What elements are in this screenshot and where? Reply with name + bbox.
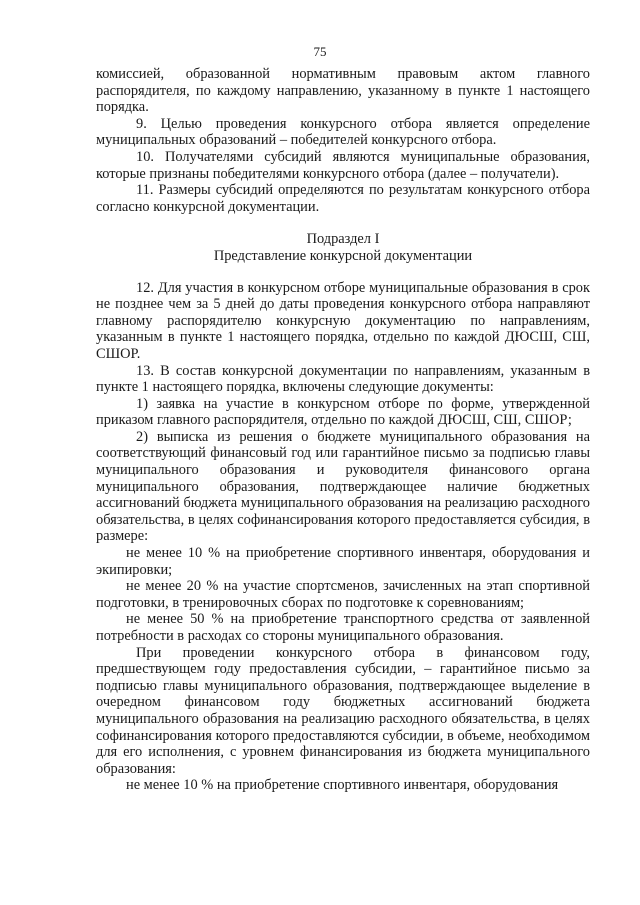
document-body — [96, 66, 590, 794]
paragraph-11: 11. Размеры субсидий определяются по результатам конкурсного отбора согласно конкурсной документации. — [96, 182, 590, 215]
subsection-title: Подраздел I — [306, 231, 380, 248]
paragraph-continuation: комиссией, образованной нормативным правовым актом главного распорядителя, по каждому направлению, указанному в пункте 1 настоящего порядка. — [96, 66, 590, 116]
list-item-2-sub-50: не менее 50 % на приобретение транспортного средства от заявленной потребности в расходах со стороны муниципального образования. — [96, 611, 590, 644]
list-item-last: не менее 10 % на приобретение спортивного инвентаря, оборудования — [126, 777, 559, 794]
paragraph-9: 9. Целью проведения конкурсного отбора является определение муниципальных образований – победителей конкурсного отбора. — [96, 115, 590, 149]
page-number: 75 — [313, 44, 327, 59]
list-item-2-sub-10: не менее 10 % на приобретение спортивного инвентаря, оборудования и экипировки; — [96, 545, 590, 578]
list-item-1: 1) заявка на участие в конкурсном отборе по форме, утвержденной приказом главного распорядителя, отдельно по каждой ДЮСШ, СШ, СШОР; — [96, 395, 590, 429]
paragraph-12: 12. Для участия в конкурсном отборе муниципальные образования в срок не позднее чем за 5 дней до даты проведения конкурсного отбора направляют главному распорядителю конкурсную документацию по направлениям, указанным в пункте 1 настоящего порядка, отдельно по каждой ДЮСШ, СШ, СШОР. — [96, 279, 590, 362]
subsection-subtitle: Представление конкурсной документации — [213, 247, 473, 264]
paragraph-10: 10. Получателями субсидий являются муниципальные образования, которые признаны победителями конкурсного отбора (далее – получатели). — [96, 148, 590, 182]
list-item-2-sub-20: не менее 20 % на участие спортсменов, зачисленных на этап спортивной подготовки, в тренировочных сборах по подготовке к соревнованиям; — [96, 578, 590, 611]
paragraph-13: 13. В состав конкурсной документации по направлениям, указанным в пункте 1 настоящего порядка, включены следующие документы: — [96, 362, 590, 396]
paragraph-prior-year: При проведении конкурсного отбора в финансовом году, предшествующем году предоставления субсидии, – гарантийное письмо за подписью главы муниципального образования, подтверждающее выделение в очередном финансовом году бюджетных ассигнований бюджета муниципального образования на реализацию расходного обязательства, в целях софинансирования которого предоставляются субсидии, в объеме, необходимом для его исполнения, с уровнем финансирования из бюджета муниципального образования: — [96, 644, 590, 777]
list-item-2: 2) выписка из решения о бюджете муниципального образования на соответствующий финансовый год или гарантийное письмо за подписью главы муниципального образования и руководителя финансового органа муниципального образования, подтверждающее наличие бюджетных ассигнований бюджета муниципального образования на реализацию расходного обязательства, в целях софинансирования которого предоставляется субсидия, в размере: — [96, 428, 590, 545]
